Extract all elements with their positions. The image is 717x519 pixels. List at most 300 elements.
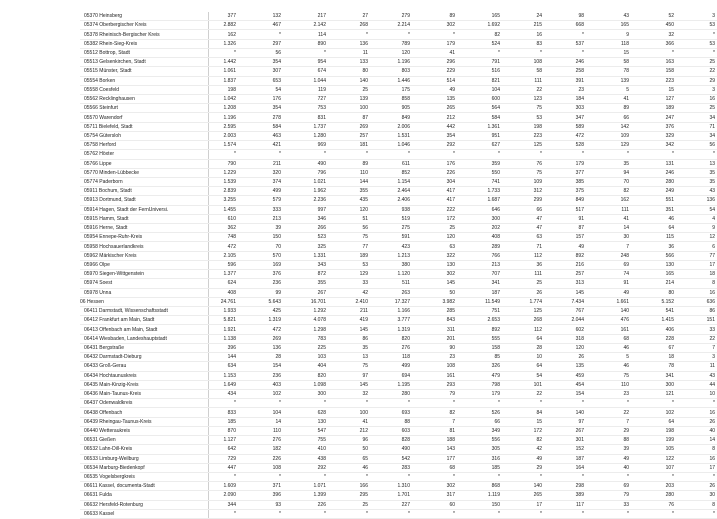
region-name-cell: 05762 Höxter — [80, 150, 208, 159]
value-cell: 333 — [238, 205, 283, 214]
value-cell: 101 — [502, 380, 544, 389]
value-cell: * — [631, 509, 676, 518]
value-cell: 25 — [676, 58, 717, 67]
value-cell: 50 — [328, 445, 370, 454]
value-cell: 46 — [586, 362, 631, 371]
table-row — [80, 67, 717, 76]
value-cell: 29 — [586, 426, 631, 435]
table-row — [80, 371, 717, 380]
value-cell: 145 — [328, 325, 370, 334]
value-cell: 954 — [283, 58, 328, 67]
value-cell: 410 — [283, 445, 328, 454]
value-cell: 280 — [631, 177, 676, 186]
value-cell: 82 — [586, 187, 631, 196]
table-row — [80, 233, 717, 242]
region-name-cell: 06436 Main-Taunus-Kreis — [80, 389, 208, 398]
value-cell: 35 — [328, 343, 370, 352]
value-cell: 169 — [238, 260, 283, 269]
region-name-cell: 05513 Gelsenkirchen, Stadt — [80, 58, 208, 67]
value-cell: 16.701 — [283, 297, 328, 306]
value-cell: * — [631, 472, 676, 481]
value-cell: 86 — [676, 307, 717, 316]
value-cell: 35 — [586, 159, 631, 168]
value-cell: 268 — [328, 21, 370, 30]
value-cell: 624 — [208, 279, 238, 288]
value-cell: 41 — [586, 94, 631, 103]
region-name-cell: 05954 Ennepe-Ruhr-Kreis — [80, 233, 208, 242]
value-cell: 354 — [412, 131, 457, 140]
region-name-cell: 06440 Wetteraukreis — [80, 426, 208, 435]
value-cell: 108 — [502, 58, 544, 67]
value-cell: 53 — [676, 21, 717, 30]
region-name-cell: 05915 Hamm, Stadt — [80, 214, 208, 223]
region-name-cell: 05378 Rheinisch-Bergischer Kreis — [80, 30, 208, 39]
value-cell: 1.737 — [283, 122, 328, 131]
value-cell: 32 — [328, 389, 370, 398]
region-name-cell: 06438 Offenbach — [80, 408, 208, 417]
table-row — [80, 436, 717, 445]
value-cell: 265 — [502, 491, 544, 500]
value-cell: 64 — [631, 224, 676, 233]
value-cell: 292 — [412, 141, 457, 150]
value-cell: 18 — [631, 353, 676, 362]
value-cell: 104 — [457, 85, 502, 94]
value-cell: 142 — [586, 122, 631, 131]
value-cell: 91 — [544, 214, 586, 223]
value-cell: 828 — [370, 436, 412, 445]
value-cell: 1.319 — [238, 316, 283, 325]
value-cell: 53 — [502, 113, 544, 122]
region-name-cell: 05562 Recklinghausen — [80, 94, 208, 103]
region-name-cell: 05374 Oberbergischer Kreis — [80, 21, 208, 30]
value-cell: * — [586, 399, 631, 408]
value-cell: 82 — [412, 408, 457, 417]
value-cell: 30 — [676, 491, 717, 500]
value-cell: 44 — [676, 380, 717, 389]
value-cell: 99 — [238, 288, 283, 297]
value-cell: 229 — [412, 67, 457, 76]
value-cell: 472 — [238, 325, 283, 334]
region-name-cell: 05758 Herford — [80, 141, 208, 150]
value-cell: 519 — [370, 214, 412, 223]
value-cell: 727 — [283, 94, 328, 103]
value-cell: 642 — [208, 445, 238, 454]
value-cell: 517 — [544, 205, 586, 214]
value-cell: 1.933 — [208, 307, 238, 316]
value-cell: 2.003 — [208, 131, 238, 140]
value-cell: 302 — [412, 270, 457, 279]
value-cell: 28 — [502, 343, 544, 352]
value-cell: 15 — [502, 417, 544, 426]
value-cell: 67 — [631, 343, 676, 352]
value-cell: * — [544, 48, 586, 57]
table-row — [80, 316, 717, 325]
value-cell: 118 — [586, 39, 631, 48]
value-cell: 951 — [457, 131, 502, 140]
value-cell: 129 — [586, 141, 631, 150]
value-cell: 227 — [370, 500, 412, 509]
value-cell: 1.649 — [208, 380, 238, 389]
value-cell: 17 — [676, 463, 717, 472]
value-cell: 40 — [586, 463, 631, 472]
value-cell: 391 — [544, 76, 586, 85]
value-cell: 109 — [586, 131, 631, 140]
value-cell: 172 — [412, 214, 457, 223]
value-cell: 163 — [631, 58, 676, 67]
value-cell: 628 — [283, 408, 328, 417]
value-cell: 459 — [544, 371, 586, 380]
value-cell: 300 — [457, 214, 502, 223]
value-cell: 283 — [370, 463, 412, 472]
value-cell: 408 — [208, 288, 238, 297]
value-cell: 374 — [238, 177, 283, 186]
value-cell: 91 — [586, 279, 631, 288]
value-cell: 140 — [586, 307, 631, 316]
value-cell: * — [586, 472, 631, 481]
value-cell: 377 — [208, 12, 238, 21]
value-cell: 646 — [457, 205, 502, 214]
value-cell: * — [457, 509, 502, 518]
value-cell: 2.090 — [208, 491, 238, 500]
table-row — [80, 251, 717, 260]
value-cell: 300 — [283, 389, 328, 398]
value-cell: 76 — [502, 159, 544, 168]
value-cell: 34 — [676, 113, 717, 122]
table-row — [80, 509, 717, 518]
value-cell: 165 — [586, 21, 631, 30]
value-cell: 88 — [586, 436, 631, 445]
region-name-cell: 05913 Dortmund, Stadt — [80, 196, 208, 205]
value-cell: 16 — [676, 288, 717, 297]
value-cell: 33 — [586, 500, 631, 509]
value-cell: 135 — [412, 94, 457, 103]
value-cell: 276 — [370, 343, 412, 352]
table-row — [80, 362, 717, 371]
value-cell: 870 — [208, 426, 238, 435]
value-cell: 404 — [283, 362, 328, 371]
value-cell: * — [586, 509, 631, 518]
table-row — [80, 426, 717, 435]
value-cell: 102 — [238, 389, 283, 398]
value-cell: 120 — [544, 343, 586, 352]
value-cell: 1.319 — [370, 325, 412, 334]
value-cell: 472 — [544, 131, 586, 140]
value-cell: 140 — [328, 76, 370, 85]
value-cell: 179 — [457, 389, 502, 398]
value-cell: 15 — [631, 85, 676, 94]
value-cell: * — [544, 30, 586, 39]
value-cell: 600 — [457, 94, 502, 103]
value-cell: * — [502, 48, 544, 57]
value-cell: 89 — [328, 159, 370, 168]
value-cell: 603 — [370, 426, 412, 435]
value-cell: 53 — [676, 39, 717, 48]
value-cell: 514 — [412, 76, 457, 85]
value-cell: 77 — [328, 242, 370, 251]
value-cell: 11 — [328, 48, 370, 57]
value-cell: 143 — [412, 445, 457, 454]
value-cell: * — [208, 399, 238, 408]
value-cell: 75 — [328, 362, 370, 371]
value-cell: 130 — [631, 260, 676, 269]
value-cell: 1.196 — [208, 113, 238, 122]
value-cell: 16 — [676, 94, 717, 103]
value-cell: 82 — [457, 30, 502, 39]
value-cell: 755 — [283, 436, 328, 445]
table-row — [80, 260, 717, 269]
value-cell: 472 — [208, 242, 238, 251]
value-cell: 41 — [412, 48, 457, 57]
value-cell: 211 — [328, 307, 370, 316]
region-name-cell: 06413 Offenbach am Main, Stadt — [80, 325, 208, 334]
value-cell: 75 — [586, 371, 631, 380]
table-row — [80, 417, 717, 426]
value-cell: 96 — [328, 436, 370, 445]
value-cell: 1.377 — [208, 270, 238, 279]
value-cell: 228 — [631, 334, 676, 343]
value-cell: 499 — [370, 362, 412, 371]
value-cell: 537 — [544, 39, 586, 48]
value-cell: 2.595 — [208, 122, 238, 131]
value-cell: 511 — [370, 279, 412, 288]
value-cell: 7 — [412, 417, 457, 426]
value-cell: 246 — [544, 58, 586, 67]
value-cell: 312 — [502, 187, 544, 196]
value-cell: 5.643 — [238, 297, 283, 306]
value-cell: 189 — [631, 104, 676, 113]
value-cell: 136 — [676, 196, 717, 205]
value-cell: 2.653 — [457, 316, 502, 325]
value-cell: 43 — [676, 187, 717, 196]
value-cell: 26 — [502, 288, 544, 297]
value-cell: 214 — [631, 279, 676, 288]
value-cell: 305 — [457, 445, 502, 454]
value-cell: 729 — [208, 454, 238, 463]
value-cell: 2.214 — [370, 21, 412, 30]
value-cell: 1.733 — [457, 187, 502, 196]
value-cell: 26 — [544, 353, 586, 362]
value-cell: 385 — [544, 177, 586, 186]
region-name-cell: 05766 Lippe — [80, 159, 208, 168]
value-cell: 1.574 — [208, 141, 238, 150]
value-cell: 371 — [238, 482, 283, 491]
value-cell: 1.962 — [283, 187, 328, 196]
value-cell: 110 — [328, 168, 370, 177]
value-cell: 120 — [412, 233, 457, 242]
region-name-cell: 05970 Siegen-Wittgenstein — [80, 270, 208, 279]
table-row — [80, 270, 717, 279]
value-cell: 523 — [283, 233, 328, 242]
value-cell: 135 — [544, 362, 586, 371]
value-cell: 1.138 — [208, 334, 238, 343]
value-cell: 145 — [412, 279, 457, 288]
value-cell: * — [208, 472, 238, 481]
value-cell: 265 — [412, 104, 457, 113]
value-cell: * — [370, 150, 412, 159]
value-cell: 117 — [544, 500, 586, 509]
value-cell: 555 — [457, 334, 502, 343]
value-cell: 313 — [544, 279, 586, 288]
value-cell: 78 — [586, 67, 631, 76]
value-cell: 1.119 — [457, 491, 502, 500]
value-cell: 69 — [586, 260, 631, 269]
value-cell: 35 — [676, 177, 717, 186]
value-cell: 97 — [328, 371, 370, 380]
value-cell: 79 — [586, 491, 631, 500]
value-cell: 8 — [676, 279, 717, 288]
value-cell: * — [457, 150, 502, 159]
value-cell: * — [208, 48, 238, 57]
value-cell: 376 — [238, 270, 283, 279]
value-cell: 579 — [238, 196, 283, 205]
value-cell: 5 — [586, 85, 631, 94]
value-cell: 300 — [631, 380, 676, 389]
value-cell: 123 — [502, 94, 544, 103]
value-cell: 9 — [676, 224, 717, 233]
table-row — [80, 150, 717, 159]
value-cell: 1.044 — [283, 76, 328, 85]
value-cell: * — [544, 472, 586, 481]
value-cell: * — [676, 472, 717, 481]
value-cell: 120 — [328, 205, 370, 214]
value-cell: 158 — [457, 343, 502, 352]
table-row — [80, 297, 717, 306]
value-cell: 1.042 — [208, 94, 238, 103]
value-cell: 564 — [457, 104, 502, 113]
value-cell: 215 — [502, 21, 544, 30]
value-cell: 1.415 — [631, 316, 676, 325]
value-cell: 796 — [283, 168, 328, 177]
value-cell: 302 — [412, 21, 457, 30]
value-cell: 596 — [208, 260, 238, 269]
value-cell: 189 — [328, 251, 370, 260]
value-cell: 1.331 — [283, 251, 328, 260]
value-cell: 202 — [457, 224, 502, 233]
region-name-cell: 06434 Hochtaunuskreis — [80, 371, 208, 380]
value-cell: 112 — [502, 325, 544, 334]
value-cell: 467 — [238, 21, 283, 30]
value-cell: 236 — [238, 279, 283, 288]
value-cell: 54 — [502, 371, 544, 380]
table-row — [80, 242, 717, 251]
value-cell: 791 — [457, 58, 502, 67]
value-cell: 140 — [544, 408, 586, 417]
value-cell: 279 — [370, 12, 412, 21]
value-cell: 47 — [502, 214, 544, 223]
value-cell: 438 — [283, 454, 328, 463]
value-cell: 653 — [238, 76, 283, 85]
value-cell: * — [412, 150, 457, 159]
value-cell: 1.326 — [208, 39, 238, 48]
value-cell: 320 — [238, 168, 283, 177]
value-cell: 111 — [502, 270, 544, 279]
value-cell: * — [502, 399, 544, 408]
value-cell: 1.442 — [208, 58, 238, 67]
value-cell: 198 — [208, 85, 238, 94]
region-name-cell: 05711 Bielefeld, Stadt — [80, 122, 208, 131]
table-row — [80, 113, 717, 122]
value-cell: 172 — [502, 426, 544, 435]
value-cell: 14 — [586, 224, 631, 233]
value-cell: 275 — [370, 224, 412, 233]
value-cell: 53 — [328, 260, 370, 269]
value-cell: 463 — [238, 131, 283, 140]
value-cell: 551 — [631, 196, 676, 205]
value-cell: 71 — [502, 242, 544, 251]
value-cell: 33 — [328, 279, 370, 288]
value-cell: 547 — [283, 426, 328, 435]
value-cell: 1.361 — [457, 122, 502, 131]
value-cell: 89 — [412, 12, 457, 21]
value-cell: 226 — [412, 168, 457, 177]
value-cell: 154 — [544, 389, 586, 398]
value-cell: 68 — [586, 334, 631, 343]
value-cell: 130 — [412, 260, 457, 269]
value-cell: 5 — [586, 353, 631, 362]
value-cell: 100 — [328, 104, 370, 113]
value-cell: 22 — [586, 408, 631, 417]
value-cell: 7 — [586, 242, 631, 251]
region-name-cell: 06 Hessen — [80, 297, 208, 306]
value-cell: 35 — [676, 168, 717, 177]
value-cell: 144 — [328, 177, 370, 186]
value-cell: 2.839 — [208, 187, 238, 196]
value-cell: 226 — [238, 454, 283, 463]
region-name-cell: 05515 Münster, Stadt — [80, 67, 208, 76]
value-cell: 122 — [631, 454, 676, 463]
value-cell: 820 — [283, 371, 328, 380]
value-cell: 1.455 — [208, 205, 238, 214]
value-cell: 852 — [370, 168, 412, 177]
value-cell: 23 — [586, 389, 631, 398]
table-row — [80, 94, 717, 103]
value-cell: 380 — [370, 260, 412, 269]
region-name-cell: 05774 Paderborn — [80, 177, 208, 186]
value-cell: 132 — [238, 12, 283, 21]
value-cell: 18 — [676, 270, 717, 279]
value-cell: 236 — [238, 371, 283, 380]
value-cell: 162 — [208, 30, 238, 39]
value-cell: 36 — [502, 260, 544, 269]
value-cell: 25 — [328, 85, 370, 94]
table-row — [80, 353, 717, 362]
value-cell: 693 — [370, 408, 412, 417]
value-cell: * — [328, 509, 370, 518]
value-cell: 868 — [457, 482, 502, 491]
value-cell: 2.105 — [208, 251, 238, 260]
value-cell: * — [676, 48, 717, 57]
value-cell: 165 — [457, 12, 502, 21]
value-cell: 70 — [586, 177, 631, 186]
value-cell: 109 — [502, 177, 544, 186]
value-cell: 753 — [283, 104, 328, 113]
value-cell: * — [676, 399, 717, 408]
value-cell: 347 — [544, 113, 586, 122]
value-cell: 257 — [544, 270, 586, 279]
value-cell: 110 — [586, 380, 631, 389]
value-cell: 297 — [238, 39, 283, 48]
value-cell: * — [238, 30, 283, 39]
value-cell: 396 — [208, 343, 238, 352]
value-cell: 93 — [238, 500, 283, 509]
value-cell: 56 — [328, 224, 370, 233]
value-cell: 82 — [502, 436, 544, 445]
value-cell: 223 — [502, 131, 544, 140]
value-cell: 223 — [631, 76, 676, 85]
value-cell: * — [676, 30, 717, 39]
value-cell: 872 — [283, 270, 328, 279]
value-cell: 524 — [457, 39, 502, 48]
